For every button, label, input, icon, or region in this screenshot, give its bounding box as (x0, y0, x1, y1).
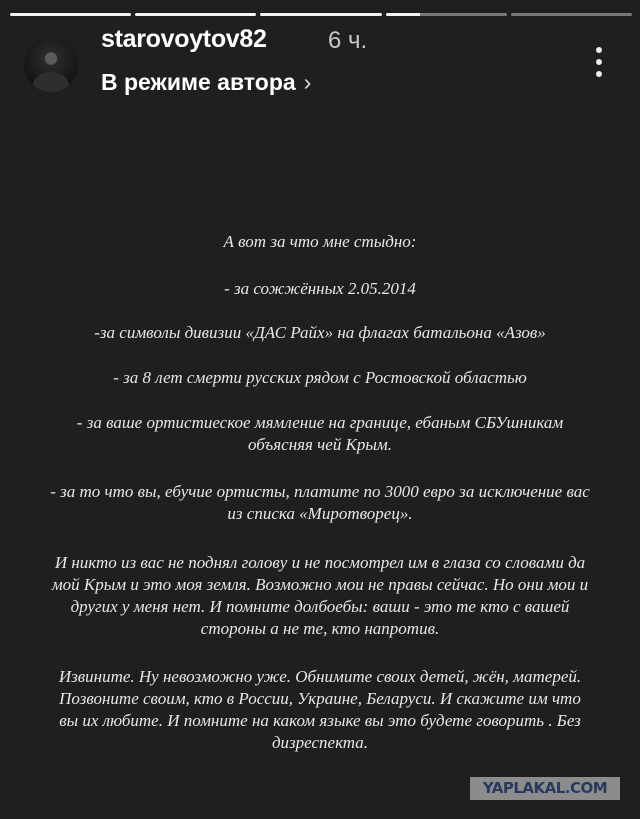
post-time: 6 ч. (328, 27, 368, 54)
progress-segment (386, 13, 507, 16)
story-paragraph (0, 412, 640, 456)
story-paragraph (0, 666, 640, 754)
text-line: стороны а не те, кто напротив. (200, 619, 440, 638)
text-line: И никто из вас не поднял голову и не посмотрел им в глаза со словами да (54, 553, 586, 572)
text-line: - за сожжённых 2.05.2014 (224, 279, 416, 298)
username[interactable]: starovoytov82 (101, 25, 267, 53)
text-line: Извините. Ну невозможно уже. Обнимите своих детей, жён, матерей. (58, 667, 582, 686)
text-line: - за то что вы, ебучие ортисты, платите по 3000 евро за исключение вас (50, 482, 590, 501)
author-mode-link[interactable] (101, 69, 311, 96)
story-paragraph (0, 322, 640, 344)
story-paragraph (0, 481, 640, 525)
more-options-icon[interactable] (593, 47, 605, 77)
author-mode-label: В режиме автора (101, 69, 296, 95)
story-progress-bars (10, 13, 632, 16)
story-paragraph (0, 231, 640, 253)
progress-segment (511, 13, 632, 16)
text-line: мой Крым и это моя земля. Возможно мои не правы сейчас. Но они мои и (51, 575, 589, 594)
avatar[interactable] (24, 38, 78, 92)
text-line: дизреспекта. (271, 733, 369, 752)
story-paragraph (0, 552, 640, 640)
progress-segment (10, 13, 131, 16)
story-paragraph (0, 278, 640, 300)
watermark: YAPLAKAL.COM (470, 777, 620, 800)
text-line: А вот за что мне стыдно: (223, 232, 417, 251)
text-line: объясняя чей Крым. (248, 435, 392, 454)
progress-segment (135, 13, 256, 16)
text-line: вы их любите. И помните на каком языке вы это будете говорить . Без (59, 711, 581, 730)
text-line: других у меня нет. И помните долбоебы: ваши - это те кто с вашей (70, 597, 570, 616)
text-line: -за символы дивизии «ДАС Райх» на флагах батальона «Азов» (94, 323, 546, 342)
story-paragraph (0, 367, 640, 389)
text-line: из списка «Миротворец». (227, 504, 413, 523)
chevron-right-icon: › (303, 69, 312, 95)
text-line: Позвоните своим, кто в России, Украине, Беларуси. И скажите им что (59, 689, 581, 708)
text-line: - за ваше ортистиеское мямление на границе, ебаным СБУшникам (76, 413, 564, 432)
text-line: - за 8 лет смерти русских рядом с Ростовской областью (113, 368, 527, 387)
progress-segment (260, 13, 381, 16)
